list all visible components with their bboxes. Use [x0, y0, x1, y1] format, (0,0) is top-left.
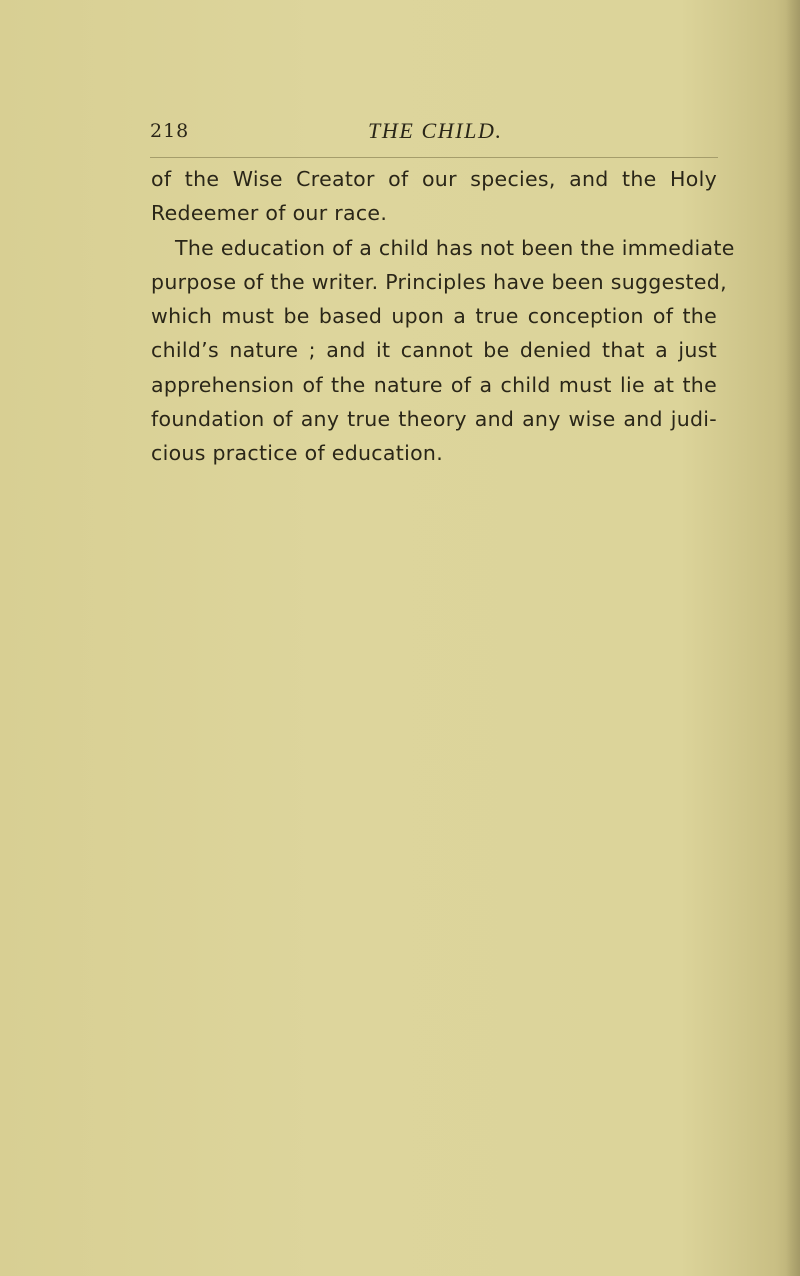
paragraph: [151, 231, 735, 471]
page-number: 218: [150, 120, 190, 142]
text-line: cious practice of education.: [151, 441, 444, 466]
body-text: [151, 162, 735, 471]
text-line: child’s nature ; and it cannot be denied that a just: [151, 338, 717, 363]
running-head: [150, 116, 718, 148]
header-rule: [150, 157, 718, 158]
text-line: of the Wise Creator of our species, and the Holy: [151, 167, 717, 191]
text-line: Redeemer of our race.: [151, 201, 388, 226]
running-title: THE CHILD.: [368, 118, 503, 143]
text-line: purpose of the writer. Principles have been suggested,: [151, 269, 727, 294]
text-line: foundation of any true theory and any wise and judi-: [151, 407, 717, 432]
text-line: The education of a child has not been the immediate: [175, 235, 735, 260]
page-edge-shadow: [786, 0, 800, 1276]
text-line: apprehension of the nature of a child must lie at the: [151, 372, 717, 397]
paragraph: [151, 162, 717, 231]
text-line: which must be based upon a true conception of the: [151, 304, 717, 329]
